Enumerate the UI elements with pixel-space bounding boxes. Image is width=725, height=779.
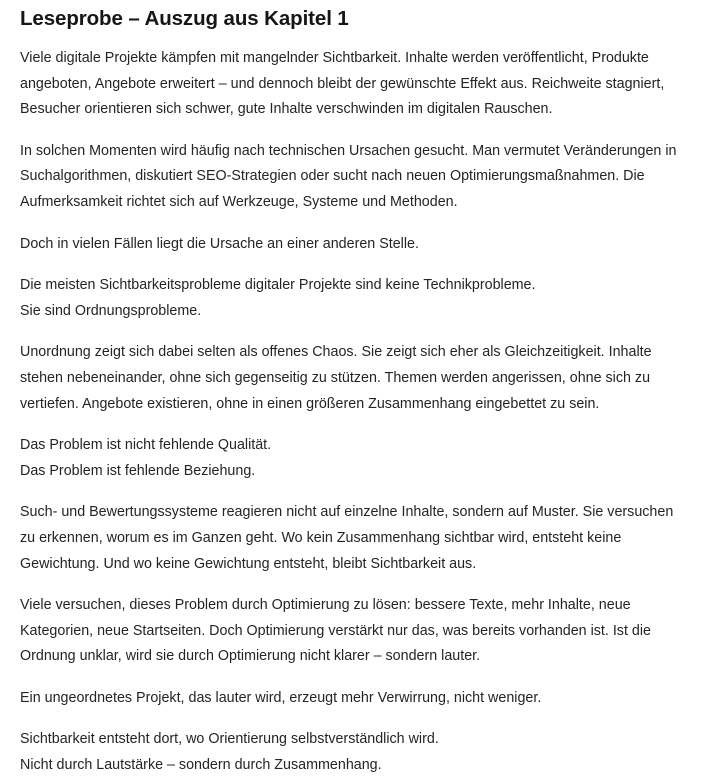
paragraph-10-line-2: Nicht durch Lautstärke – sondern durch Zusammenhang. bbox=[20, 757, 382, 774]
paragraph-4-line-2: Sie sind Ordnungsprobleme. bbox=[20, 302, 202, 319]
paragraph-10 bbox=[20, 727, 692, 778]
paragraph-4 bbox=[20, 273, 692, 324]
paragraph-1: Viele digitale Projekte kämpfen mit mangelnder Sichtbarkeit. Inhalte werden veröffentlicht, Produkte angeboten, Angebote erweitert – und dennoch bleibt der gewünschte Effekt aus. Reichweite stagniert, Besucher orientieren sich schwer, gute Inhalte verschwinden im digitalen Rauschen. bbox=[20, 50, 665, 118]
paragraph-9: Ein ungeordnetes Projekt, das lauter wird, erzeugt mehr Verwirrung, nicht weniger. bbox=[20, 689, 542, 706]
paragraph-10-line-1: Sichtbarkeit entsteht dort, wo Orientierung selbstverständlich wird. bbox=[20, 731, 439, 748]
paragraph-6-line-2: Das Problem ist fehlende Beziehung. bbox=[20, 462, 256, 479]
paragraph-6-line-1: Das Problem ist nicht fehlende Qualität. bbox=[20, 437, 272, 454]
paragraph-7: Such- und Bewertungssysteme reagieren nicht auf einzelne Inhalte, sondern auf Muster. Sie versuchen zu erkennen, worum es im Ganzen geht. Wo kein Zusammenhang sichtbar wird, entsteht keine Gewichtung. Und wo keine Gewichtung entsteht, bleibt Sichtbarkeit aus. bbox=[20, 504, 674, 572]
page-title: Leseprobe – Auszug aus Kapitel 1 bbox=[20, 7, 349, 30]
paragraph-4-line-1: Die meisten Sichtbarkeitsprobleme digitaler Projekte sind keine Technikprobleme. bbox=[20, 277, 536, 294]
paragraph-5: Unordnung zeigt sich dabei selten als offenes Chaos. Sie zeigt sich eher als Gleichzeitigkeit. Inhalte stehen nebeneinander, ohne sich gegenseitig zu stützen. Themen werden angerissen, ohne sich zu vertiefen. Angebote existieren, ohne in einen größeren Zusammenhang eingebettet zu sein. bbox=[20, 344, 652, 412]
paragraph-2: In solchen Momenten wird häufig nach technischen Ursachen gesucht. Man vermutet Veränderungen in Suchalgorithmen, diskutiert SEO-Strategien oder sucht nach neuen Optimierungsmaßnahmen. Die Aufmerksamkeit richtet sich auf Werkzeuge, Systeme und Methoden. bbox=[20, 142, 677, 210]
paragraph-3: Doch in vielen Fällen liegt die Ursache an einer anderen Stelle. bbox=[20, 235, 419, 252]
paragraph-8: Viele versuchen, dieses Problem durch Optimierung zu lösen: bessere Texte, mehr Inhalte, neue Kategorien, neue Startseiten. Doch Optimierung verstärkt nur das, was bereits vorhanden ist. Ist die Ordnung unklar, wird sie durch Optimierung nicht klarer – sondern lauter. bbox=[20, 597, 651, 665]
paragraph-6 bbox=[20, 433, 692, 484]
